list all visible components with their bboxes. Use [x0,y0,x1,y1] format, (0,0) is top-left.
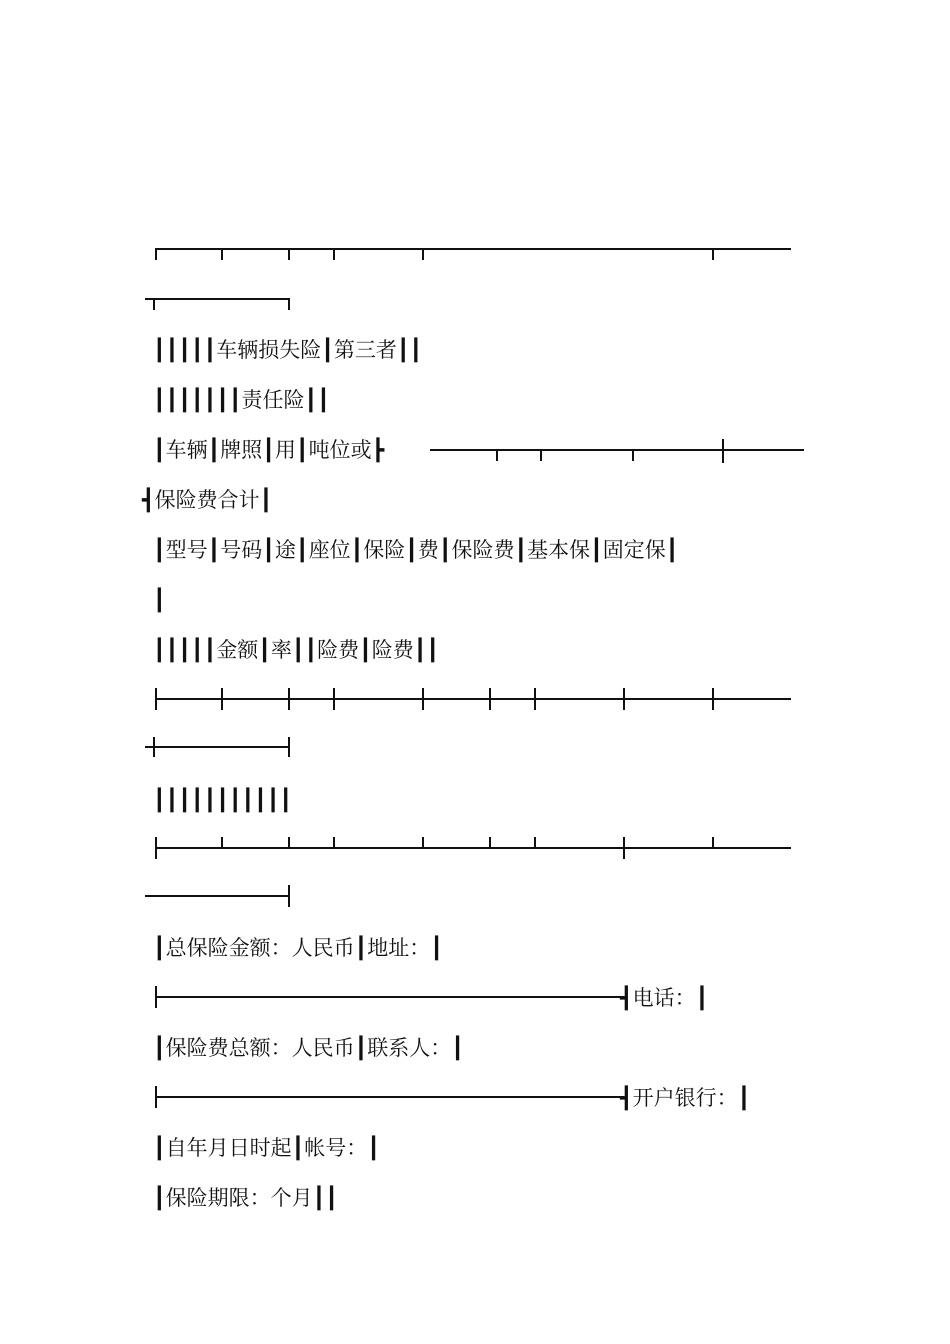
data-separator-cross [155,837,157,859]
data-separator-cross [623,837,625,859]
footer-rule-2-cross [155,1086,157,1108]
table-top-border [155,248,791,250]
header-row-2: ┃┃┃┃┃┃┃责任险┃┃ [153,388,330,412]
table-top-tick [153,298,155,310]
header-separator-cross [489,688,491,710]
header-separator-cross [712,688,714,710]
header-row-3: ┃车辆┃牌照┃用┃吨位或┣ [153,438,385,462]
insurance-period-row: ┃保险期限：个月┃┃ [153,1186,338,1210]
header-separator-cross [333,688,335,710]
header-row-5-cont: ┃ [153,588,166,612]
footer-rule-1-cross [155,986,157,1008]
header-separator-cross [155,688,157,710]
data-separator-tick [221,837,223,849]
header-separator-cross [623,688,625,710]
data-separator-tick [422,837,424,849]
header-row-3-rule [430,449,804,451]
table-top-tick [155,248,157,260]
footer-rule-2 [155,1096,624,1098]
header-separator-cross [422,688,424,710]
data-separator [155,847,791,849]
data-separator-tick [333,837,335,849]
phone-row: ┫电话：┃ [620,986,709,1010]
header-row-5: ┃型号┃号码┃途┃座位┃保险┃费┃保险费┃基本保┃固定保┃ [153,538,679,562]
header-row-3-tick [496,449,498,461]
header-row-3-cross [722,439,724,463]
data-separator-cross [288,885,290,907]
header-separator-cross [288,737,290,757]
header-row-6: ┃┃┃┃┃金额┃率┃┃险费┃险费┃┃ [153,638,440,662]
header-row-1: ┃┃┃┃┃车辆损失险┃第三者┃┃ [153,338,423,362]
data-separator-tick [489,837,491,849]
header-row-3-tick [632,449,634,461]
data-separator-tick [712,837,714,849]
header-separator-cross [288,688,290,710]
header-row-4: ┫保险费合计┃ [142,488,273,512]
table-top-tick [288,248,290,260]
total-premium-row: ┃保险费总额：人民币┃联系人：┃ [153,1036,464,1060]
table-top-tick [422,248,424,260]
bank-row: ┫开户银行：┃ [620,1086,751,1110]
data-row-empty: ┃┃┃┃┃┃┃┃┃┃┃ [153,788,293,812]
table-top-tick [288,298,290,310]
table-top-tick [712,248,714,260]
data-separator-continuation [145,895,290,897]
header-separator-cross [153,737,155,757]
data-separator-tick [288,837,290,849]
header-separator [155,698,791,700]
header-separator-cross [221,688,223,710]
start-date-row: ┃自年月日时起┃帐号：┃ [153,1136,380,1160]
table-top-border-continuation [145,298,290,300]
table-top-tick [333,248,335,260]
header-separator-cross [534,688,536,710]
table-top-tick [221,248,223,260]
footer-rule-1 [155,996,624,998]
header-row-3-tick [540,449,542,461]
header-separator-continuation [145,746,290,748]
data-separator-tick [534,837,536,849]
total-insured-amount-row: ┃总保险金额：人民币┃地址：┃ [153,936,443,960]
